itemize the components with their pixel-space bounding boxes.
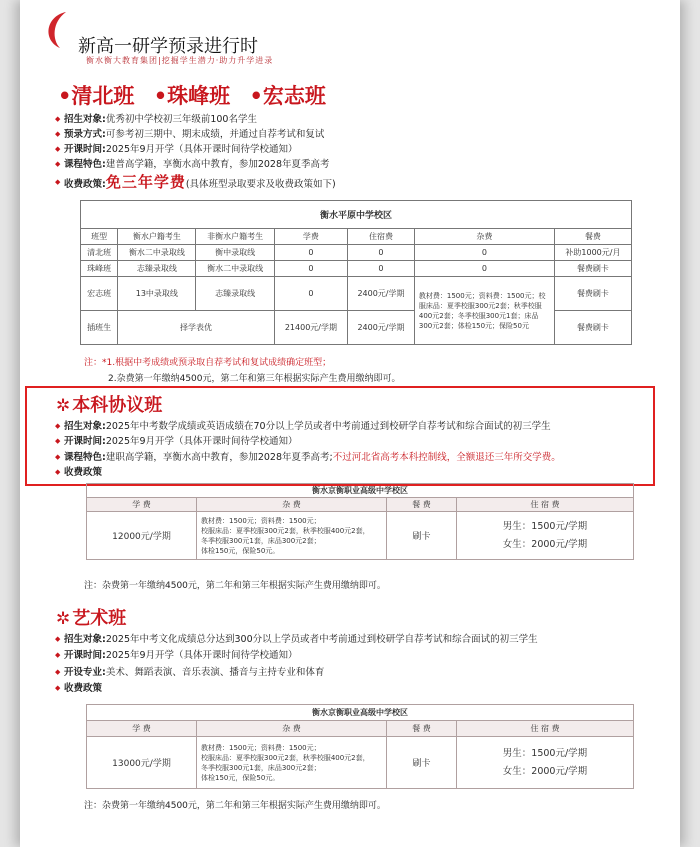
- brand-swoosh-icon: [38, 10, 68, 50]
- class-qingbei: •清北班: [58, 84, 135, 108]
- s1-item: ◆ 开课时间:2025年9月开学（具体开课时间待学校通知）: [64, 143, 298, 156]
- s1-item: ◆ 招生对象:优秀初中学校初三年级前100名学生: [64, 113, 257, 126]
- page-subtitle: 衡水衡大教育集团|挖掘学生潜力·助力升学进录: [86, 56, 274, 65]
- s2-item: ◆ 招生对象:2025年中考数学成绩或英语成绩在70分以上学员或者中考前通过到校研学自荐考试和综合面试的初三学生: [64, 420, 551, 433]
- s3-item: ◆ 招生对象:2025年中考文化成绩总分达到300分以上学员或者中考前通过到校研学自荐考试和综合面试的初三学生: [64, 633, 538, 646]
- s3-fee-table: 衡水京衡职业高级中学校区 学 费 杂 费 餐 费 住 宿 费 13000元/学期 教材费：1500元；资料费：1500元； 校服床品：夏季校服300元2套，秋季校服400元2套， 冬季校服300元1套，床品300元2套； 体检150元，保险50元。 刷卡 男生：1500元/学期 女生：2000元/学期: [86, 704, 634, 789]
- s2-item: ◆ 收费政策: [64, 466, 102, 479]
- class-names: [58, 80, 338, 110]
- s3-note: 注：杂费第一年缴纳4500元，第二年和第三年根据实际产生费用缴纳即可。: [84, 801, 386, 811]
- s2-item: ◆ 课程特色:建职高学籍，享衡水高中教育，参加2028年夏季高考;不过河北省高考本科控制线，全额退还三年所交学费。: [64, 451, 561, 464]
- class-hongzhi: •宏志班: [249, 84, 326, 108]
- s1-note-1: 注：*1.根据中考成绩或预录取自荐考试和复试成绩确定班型；: [84, 358, 332, 368]
- s3-item: ◆ 开设专业:美术、舞蹈表演、音乐表演、播音与主持专业和体育: [64, 666, 324, 679]
- s3-item: ◆ 收费政策: [64, 682, 102, 695]
- s2-title: ✲ 本科协议班: [56, 395, 163, 416]
- s1-fee-table: 衡水平原中学校区 班型 衡水户籍考生 非衡水户籍考生 学费 住宿费 杂费 餐费 清北班 衡水二中录取线 衡中录取线 0 0 0 补助1000元/月 珠峰班 志臻录取线 衡水二中录取线 0 0 0 餐费刷卡 宏志班 13中录取线 志臻录取线 0 2400元/学期 教材费：1500元；资料费：1500元；校服床品：夏季校服300元2套；秋季校服400元2套；冬季校服300元1套；床品300元2套；体检150元；保险50元 餐费刷卡 插班生 择学表优 21400元/学期 2400元/学期 餐费刷卡: [80, 200, 632, 345]
- s1-item: ◆ 预录方式:可参考初三期中、期末成绩，并通过自荐考试和复试: [64, 128, 324, 141]
- s3-title: ✲ 艺术班: [56, 608, 127, 629]
- s2-note: 注：杂费第一年缴纳4500元，第二年和第三年根据实际产生费用缴纳即可。: [84, 581, 386, 591]
- s1-note-2: 2.杂费第一年缴纳4500元，第二年和第三年根据实际产生费用缴纳即可。: [108, 374, 401, 384]
- page-title: 新高一研学预录进行时: [78, 36, 258, 57]
- s2-fee-table: 衡水京衡职业高级中学校区 学 费 杂 费 餐 费 住 宿 费 12000元/学期 教材费：1500元；资料费：1500元； 校服床品：夏季校服300元2套，秋季校服400元2套， 冬季校服300元1套，床品300元2套； 体检150元，保险50元。 刷卡 男生：1500元/学期 女生：2000元/学期: [86, 483, 634, 560]
- class-zhufeng: •珠峰班: [153, 84, 231, 108]
- s2-item: ◆ 开课时间:2025年9月开学（具体开课时间待学校通知）: [64, 435, 298, 448]
- s3-item: ◆ 开课时间:2025年9月开学（具体开课时间待学校通知）: [64, 649, 298, 662]
- s1-fee-policy: ◆ 收费政策:免三年学费(具体班型录取要求及收费政策如下): [64, 176, 336, 191]
- s1-item: ◆ 课程特色:建普高学籍，享衡水高中教育，参加2028年夏季高考: [64, 158, 330, 171]
